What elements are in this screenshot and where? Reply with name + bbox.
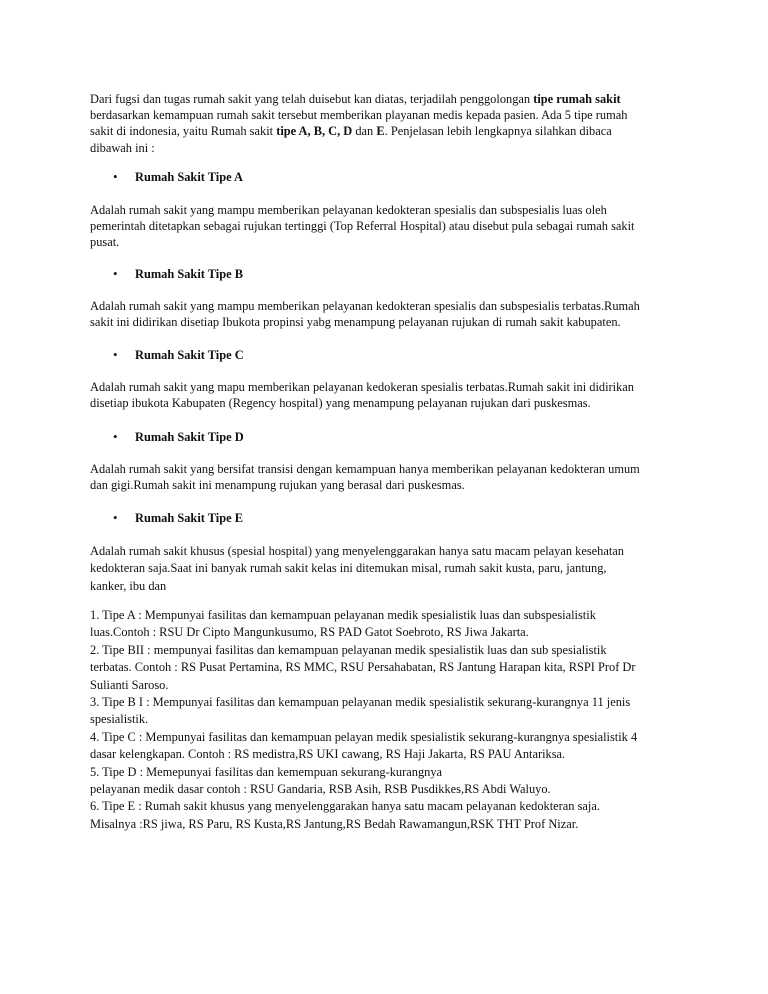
section-heading-label: Rumah Sakit Tipe C	[135, 348, 244, 362]
intro-line: berdasarkan kemampuan rumah sakit tersebut memberikan playanan medis kepada pasien. Ada 5 tipe rumah	[90, 108, 628, 123]
list-item: 4. Tipe C : Mempunyai fasilitas dan kemampuan pelayan medik spesialistik sekurang-kurangnya spesialistik 4	[90, 729, 638, 744]
section-heading-label: Rumah Sakit Tipe E	[135, 511, 244, 525]
paragraph-line: pemerintah ditetapkan sebagai rujukan tertinggi (Top Referral Hospital) atau disebut pula sebagai rumah sakit	[90, 219, 635, 234]
paragraph-line: disetiap ibukota Kabupaten (Regency hospital) yang menampung pelayanan rujukan dari puskesmas.	[90, 396, 591, 411]
bullet-icon: •	[113, 510, 118, 525]
intro-bold-text: tipe A, B, C, D	[276, 124, 353, 139]
list-item: dasar kelengkapan. Contoh : RS medistra,RS UKI cawang, RS Haji Jakarta, RS PAU Antariksa.	[90, 747, 566, 762]
section-paragraph	[90, 543, 690, 595]
section-paragraph	[90, 461, 690, 493]
bullet-icon: •	[113, 429, 118, 444]
list-item: Misalnya :RS jiwa, RS Paru, RS Kusta,RS Jantung,RS Bedah Rawamangun,RSK THT Prof Nizar.	[90, 816, 579, 831]
intro-line	[90, 123, 690, 139]
list-item: 1. Tipe A : Mempunyai fasilitas dan kemampuan pelayanan medik spesialistik luas dan subspesialistik	[90, 608, 596, 622]
intro-line: dibawah ini :	[90, 140, 155, 155]
paragraph-line: Adalah rumah sakit yang mampu memberikan pelayanan kedokteran spesialis dan subspesialis luas oleh	[90, 203, 607, 217]
paragraph-line: dan gigi.Rumah sakit ini menampung rujukan yang berasal dari puskesmas.	[90, 478, 465, 493]
bullet-icon: •	[113, 169, 118, 184]
paragraph-line: kedokteran saja.Saat ini banyak rumah sakit kelas ini ditemukan misal, rumah sakit kusta, paru, jantung,	[90, 561, 607, 576]
list-item: terbatas. Contoh : RS Pusat Pertamina, RS MMC, RSU Persahabatan, RS Jantung Harapan kita, RSPI Prof Dr	[90, 660, 636, 675]
paragraph-line: Adalah rumah sakit yang mampu memberikan pelayanan kedokteran spesialis dan subspesialis terbatas.Rumah	[90, 299, 640, 313]
section-heading-label: Rumah Sakit Tipe A	[135, 170, 243, 184]
hospital-type-list	[90, 607, 700, 833]
section-heading-label: Rumah Sakit Tipe D	[135, 430, 244, 444]
bullet-icon: •	[113, 347, 118, 362]
intro-line	[90, 91, 690, 107]
intro-paragraph	[90, 91, 690, 156]
list-item: 3. Tipe B I : Mempunyai fasilitas dan kemampuan pelayanan medik spesialistik sekurang-kurangnya 11 jenis	[90, 695, 631, 710]
paragraph-line: Adalah rumah sakit yang bersifat transisi dengan kemampuan hanya memberikan pelayanan kedokteran umum	[90, 462, 640, 476]
list-item: spesialistik.	[90, 712, 149, 727]
intro-text: sakit di indonesia, yaitu Rumah sakit	[90, 124, 277, 139]
section-paragraph	[90, 379, 690, 411]
section-paragraph	[90, 298, 690, 330]
list-item: Sulianti Saroso.	[90, 677, 169, 692]
intro-bold-text: tipe rumah sakit	[533, 92, 621, 106]
list-item: 6. Tipe E : Rumah sakit khusus yang menyelenggarakan hanya satu macam pelayanan kedokteran saja.	[90, 799, 600, 814]
list-item: 2. Tipe BII : mempunyai fasilitas dan kemampuan pelayanan medik spesialistik luas dan sub spesialistik	[90, 642, 607, 657]
paragraph-line: kanker, ibu dan	[90, 578, 167, 593]
paragraph-line: Adalah rumah sakit khusus (spesial hospital) yang menyelenggarakan hanya satu macam pelayan kesehatan	[90, 544, 624, 558]
list-item: luas.Contoh : RSU Dr Cipto Mangunkusumo, RS PAD Gatot Soebroto, RS Jiwa Jakarta.	[90, 625, 529, 640]
intro-text: . Penjelasan lebih lengkapnya silahkan dibaca	[384, 124, 612, 139]
section-heading-label: Rumah Sakit Tipe B	[135, 267, 244, 281]
intro-bold-text: E	[376, 124, 385, 139]
section-paragraph	[90, 202, 690, 251]
paragraph-line: Adalah rumah sakit yang mapu memberikan pelayanan kedokeran spesialis terbatas.Rumah sakit ini didirikan	[90, 380, 634, 394]
list-item: 5. Tipe D : Memepunyai fasilitas dan kemempuan sekurang-kurangnya	[90, 764, 443, 779]
paragraph-line: pusat.	[90, 235, 120, 250]
intro-text: dan	[352, 124, 377, 139]
paragraph-line: sakit ini didirikan disetiap Ibukota propinsi yabg menampung pelayanan rujukan di rumah sakit kabupaten.	[90, 315, 621, 330]
intro-text: Dari fugsi dan tugas rumah sakit yang telah duisebut kan diatas, terjadilah penggolongan	[90, 92, 534, 106]
bullet-icon: •	[113, 266, 118, 281]
list-item: pelayanan medik dasar contoh : RSU Gandaria, RSB Asih, RSB Pusdikkes,RS Abdi Waluyo.	[90, 782, 551, 797]
